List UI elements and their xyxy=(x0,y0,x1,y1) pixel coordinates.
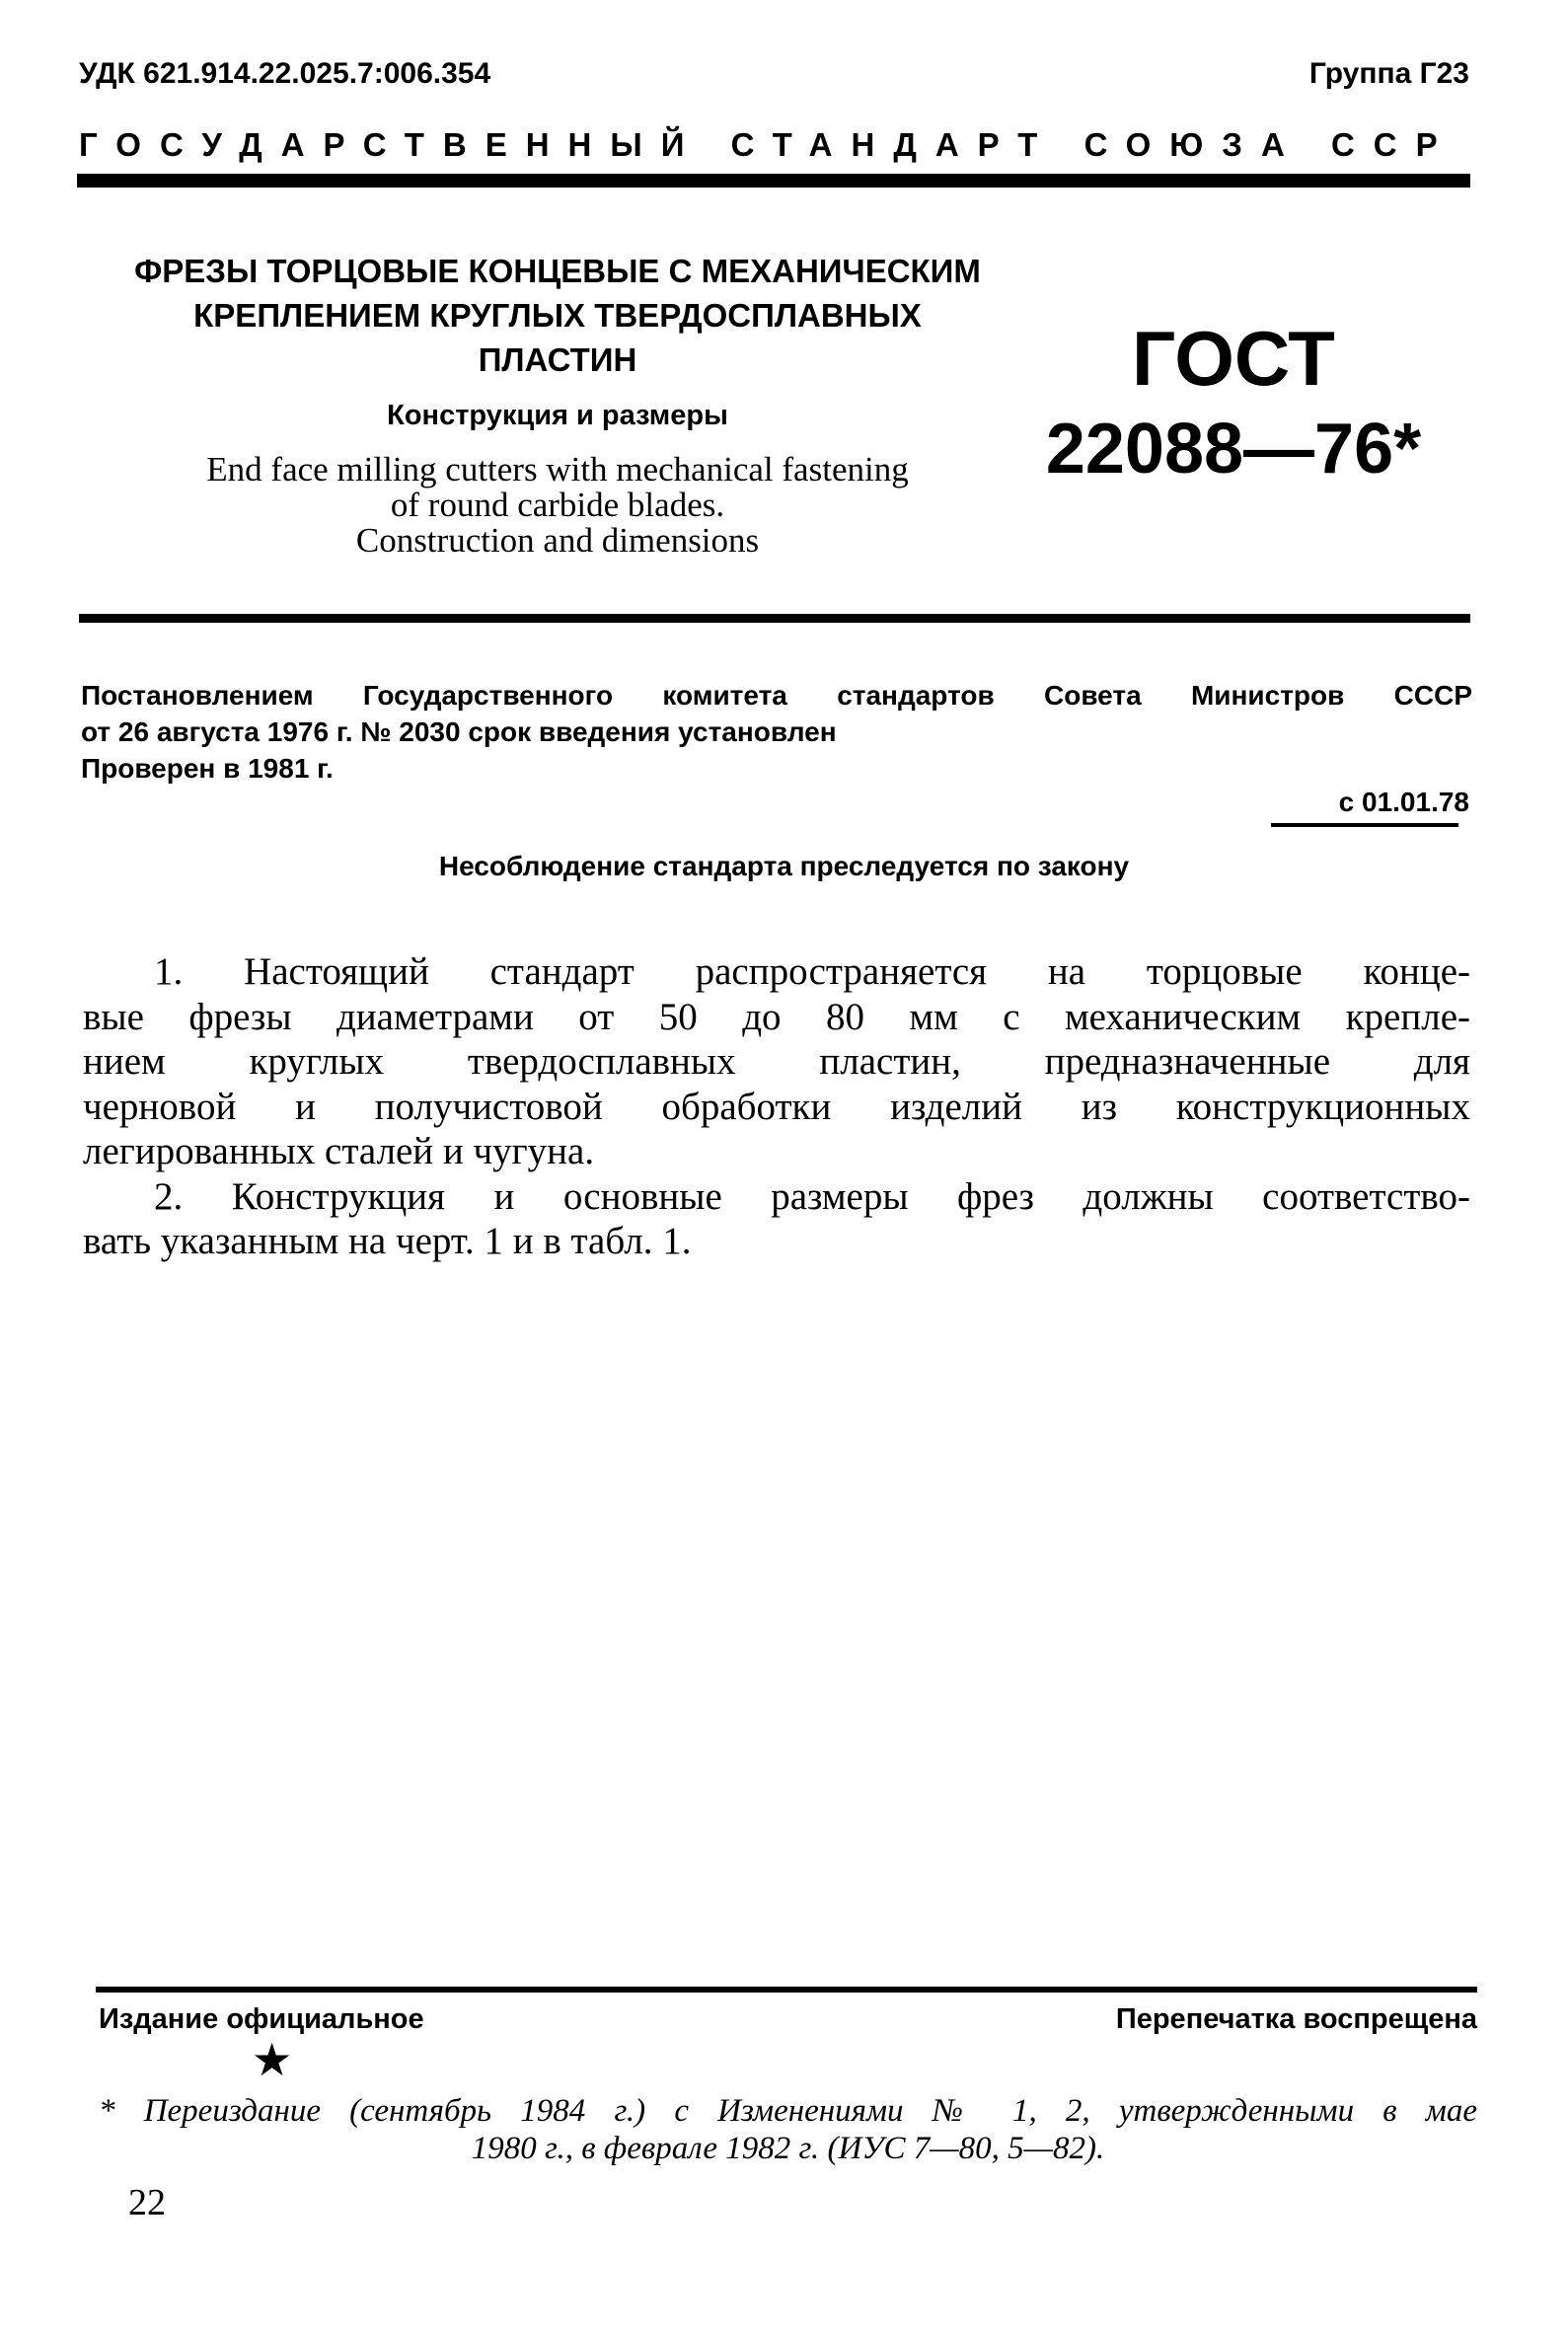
effective-date: с 01.01.78 xyxy=(1338,787,1469,817)
decree-line: Постановлением Государственного комитета стандартов Совета Министров СССР xyxy=(81,680,1472,711)
title-line: ПЛАСТИН xyxy=(478,341,637,378)
footnote xyxy=(99,2092,1477,2167)
title-divider xyxy=(79,614,1470,623)
body-line: нием круглых твердосплавных пластин, предназначенные для xyxy=(83,1040,1470,1083)
gost-label: ГОСТ xyxy=(1132,315,1335,402)
footnote-line: * Переиздание (сентябрь 1984 г.) с Изменениями № 1, 2, утвержденными в мае xyxy=(99,2093,1477,2129)
decree-line: от 26 августа 1976 г. № 2030 срок введения установлен xyxy=(81,716,837,747)
edition-label: Издание официальное xyxy=(99,2003,424,2035)
body-line: вать указанным на черт. 1 и в табл. 1. xyxy=(83,1220,692,1262)
title-ru xyxy=(99,249,1016,382)
title-line: КРЕПЛЕНИЕМ КРУГЛЫХ ТВЕРДОСПЛАВНЫХ xyxy=(193,297,922,334)
page-number: 22 xyxy=(128,2182,166,2223)
legal-warning: Несоблюдение стандарта преследуется по закону xyxy=(438,851,1130,881)
udk-code: УДК 621.914.22.025.7:006.354 xyxy=(79,57,491,90)
title-line: ФРЕЗЫ ТОРЦОВЫЕ КОНЦЕВЫЕ С МЕХАНИЧЕСКИМ xyxy=(134,253,981,289)
top-divider xyxy=(77,174,1470,188)
standard-banner: ГОСУДАРСТВЕННЫЙ СТАНДАРТ СОЮЗА ССР xyxy=(79,126,1456,163)
date-underline xyxy=(1271,823,1458,827)
decree-line: Проверен в 1981 г. xyxy=(81,753,334,784)
title-en-line: of round carbide blades. xyxy=(390,486,725,524)
subtitle-ru: Конструкция и размеры xyxy=(387,400,728,431)
body-line: черновой и получистовой обработки изделий из конструкционных xyxy=(83,1085,1470,1128)
group-code: Группа Г23 xyxy=(1308,57,1469,90)
body-text xyxy=(83,949,1470,1264)
body-line: 2. Конструкция и основные размеры фрез должны соответство- xyxy=(154,1174,1470,1218)
body-line: вые фрезы диаметрами от 50 до 80 мм с механическим крепле- xyxy=(83,995,1470,1038)
decree xyxy=(81,677,1472,787)
title-en-line: Construction and dimensions xyxy=(355,521,760,560)
footer-divider xyxy=(96,1987,1477,1993)
reprint-label: Перепечатка воспрещена xyxy=(1115,2003,1477,2035)
title-en xyxy=(99,452,1016,559)
gost-number: 22088—76* xyxy=(1045,410,1422,489)
title-en-line: End face milling cutters with mechanical fastening xyxy=(206,450,909,489)
body-line: легированных сталей и чугуна. xyxy=(83,1130,595,1172)
star-icon: ★ xyxy=(252,2033,293,2086)
footnote-line: 1980 г., в феврале 1982 г. (ИУС 7—80, 5—82). xyxy=(471,2131,1105,2166)
body-line: 1. Настоящий стандарт распространяется на торцовые конце- xyxy=(154,950,1470,993)
